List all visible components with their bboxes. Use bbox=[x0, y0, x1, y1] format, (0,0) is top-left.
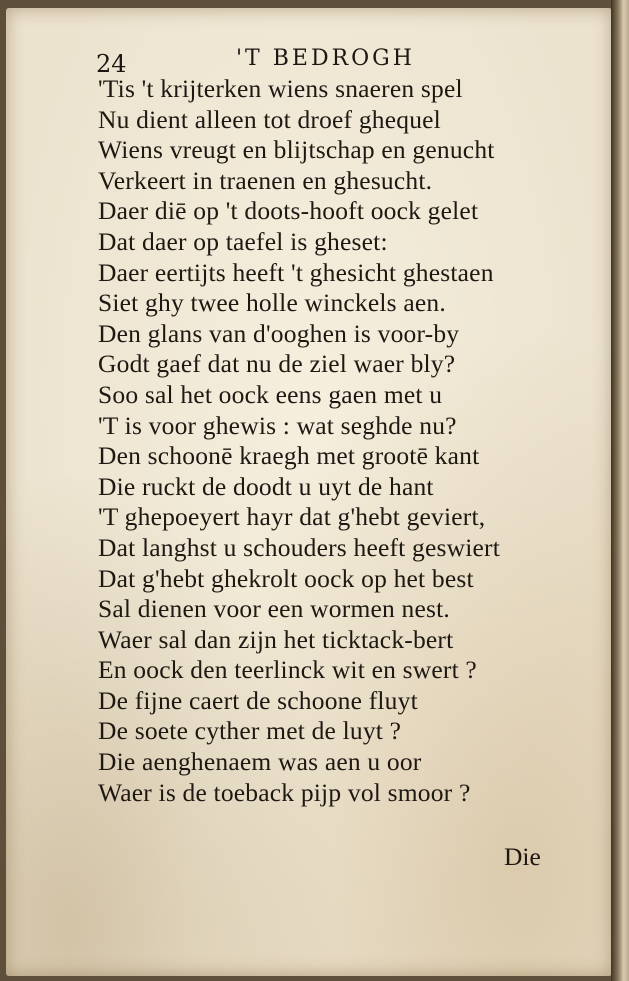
page-header bbox=[96, 42, 556, 78]
verse-line: Sal dienen voor een wormen nest. bbox=[98, 594, 450, 624]
verse-text bbox=[98, 74, 568, 808]
verse-line: Den schoonē kraegh met grootē kant bbox=[98, 441, 480, 471]
verse-line: Nu dient alleen tot droef ghequel bbox=[98, 104, 441, 134]
verse-line: 'T is voor ghewis : wat seghde nu? bbox=[98, 410, 457, 440]
verse-line: 'T ghepoeyert hayr dat g'hebt geviert, bbox=[98, 502, 486, 532]
verse-line: Soo sal het oock eens gaen met u bbox=[98, 379, 443, 409]
verse-line: Dat g'hebt ghekrolt oock op het best bbox=[98, 563, 474, 593]
verse-line: Godt gaef dat nu de ziel waer bly? bbox=[98, 349, 456, 379]
page-number: 24 bbox=[96, 50, 127, 78]
verse-line: Daer diē op 't doots-hooft oock gelet bbox=[98, 196, 479, 226]
verse-line: Waer is de toeback pijp vol smoor ? bbox=[98, 777, 471, 807]
verse-line: Die aenghenaem was aen u oor bbox=[98, 747, 422, 777]
verse-line: De fijne caert de schoone fluyt bbox=[98, 685, 418, 715]
verse-line: 'Tis 't krijterken wiens snaeren spel bbox=[98, 74, 463, 103]
verse-line: Die ruckt de doodt u uyt de hant bbox=[98, 471, 434, 501]
catchword: Die bbox=[504, 842, 541, 871]
verse-line: Dat daer op taefel is gheset: bbox=[98, 226, 388, 256]
verse-line: Waer sal dan zijn het ticktack-bert bbox=[98, 624, 454, 654]
verse-line: Siet ghy twee holle winckels aen. bbox=[98, 288, 446, 318]
verse-line: De soete cyther met de luyt ? bbox=[98, 716, 402, 746]
book-gutter bbox=[611, 0, 629, 981]
verse-line: Wiens vreugt en blijtschap en genucht bbox=[98, 135, 495, 165]
verse-line: Dat langhst u schouders heeft geswiert bbox=[98, 532, 501, 562]
verse-line: Verkeert in traenen en ghesucht. bbox=[98, 165, 433, 195]
verse-line: Daer eertijts heeft 't ghesicht ghestaen bbox=[98, 257, 494, 287]
verse-line: En oock den teerlinck wit en swert ? bbox=[98, 655, 477, 685]
verse-line: Den glans van d'ooghen is voor-by bbox=[98, 318, 460, 348]
running-head: 'T BEDROGH bbox=[236, 46, 415, 71]
